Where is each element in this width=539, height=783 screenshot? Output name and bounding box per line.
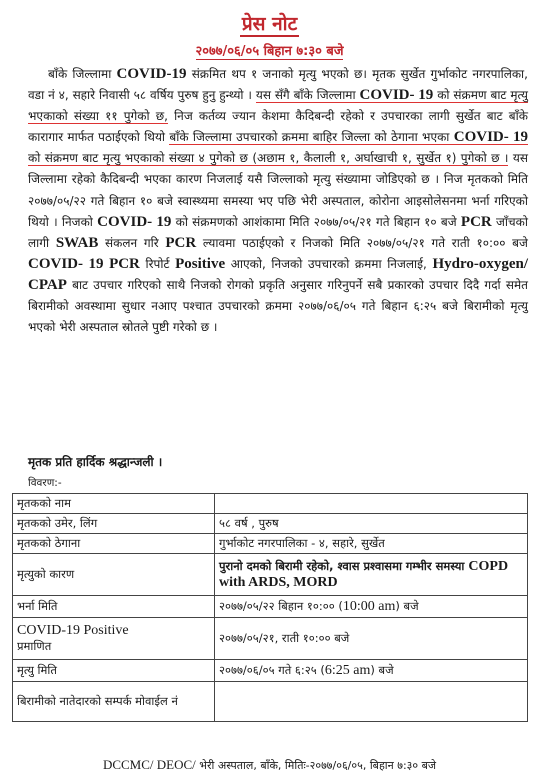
death-tail: ) बजे [370, 662, 394, 677]
body-text-1: बाँके जिल्लामा [48, 67, 112, 81]
body-text-6: को संक्रमण बाट मृत्यु भएकाको संख्या ११ पुगेको छ, [28, 88, 528, 124]
covid-pcr-term: COVID- 19 PCR [28, 255, 140, 272]
table-row [13, 618, 528, 660]
positive-key: COVID-19 Positive [17, 623, 129, 638]
pcr-term-2: PCR [165, 234, 197, 251]
body-text-4: यस सँगै बाँके जिल्लामा [255, 88, 356, 103]
death-time-en: 6:25 am [324, 662, 371, 678]
table-row [13, 554, 528, 596]
body-text-10: को संक्रमण बाट मृत्यु भएकाको संख्या ४ पुगेको छ (अछाम १, कैलाली १, अर्घाखाची १, सुर्खेत १) पुगेको छ । [28, 151, 509, 166]
details-table [12, 493, 528, 722]
body-text-24: आएको, निजको उपचारको क्रममा निजलाई, [230, 256, 427, 271]
cause-text: पुरानो दमको बिरामी रहेको, श्वास प्रश्वासमा गम्भीर समस्या [219, 558, 465, 573]
row-key: बिरामीको नातेदारको सम्पर्क मोवाईल नं [13, 682, 215, 722]
row-value: २०७७/०५/२१, राती १०:०० बजे [215, 618, 528, 660]
covid-term-2: COVID- 19 [359, 87, 434, 104]
row-key: मृतकको ठेगाना [13, 534, 215, 554]
body-text-11: यस जिल्लामा रहेको कैदिबन्दी भएका कारण निजलाई यसै जिल्लाको मृत्यु संख्यामा जोडिएको छ । [28, 151, 528, 187]
table-row [13, 494, 528, 514]
press-note-datetime [0, 41, 539, 59]
covid-term-4: COVID- 19 [97, 213, 172, 230]
body-text-8: बाँके जिल्लामा उपचारको क्रममा बाहिर जिल्ला को ठेगाना भएका [169, 130, 450, 145]
body-text-26: बाट उपचार गरिएको साथै निजको रोगको प्रकृति अनुसार गरिनुपर्ने सबै प्रकारको उपचार दिदै गर्दा समेत बिरामीको अवस्थामा सुधार नआए पश्चात उपचारको क्रममा २०७७/०६/०५ गते बिहान ६:२५ बजे बिरामीको मृत्यु भएको भेरी अस्पताल स्रोतले पुष्टी गरेको छ । [28, 277, 528, 335]
press-note-title [0, 10, 539, 36]
body-text-18: संकलन गरि [105, 235, 159, 250]
body-text-22: रिपोर्ट [145, 256, 170, 271]
table-row [13, 596, 528, 618]
details-label: विवरण:- [28, 477, 62, 489]
press-note-body [28, 64, 528, 338]
row-value: ५८ वर्ष , पुरुष [215, 514, 528, 534]
admission-time-en: 10:00 am [342, 598, 396, 614]
body-text-20: ल्यावमा पठाईएको र निजको मिति २०७७/०५/२१ गते राती १०:०० बजे [202, 235, 528, 250]
row-key: मृतकको नाम [13, 494, 215, 514]
body-text-16: जाँचको लागी [28, 214, 528, 250]
body-text-14: को संक्रमणको आशंकामा मिति २०७७/०५/२१ गते बिहान १० बजे [175, 214, 457, 229]
row-key: मृत्यु मिति [13, 660, 215, 682]
row-value [215, 494, 528, 514]
death-date: २०७७/०६/०५ गते ६:२५ ( [219, 662, 325, 677]
covid-term-1: COVID-19 [116, 66, 187, 82]
body-paragraph [28, 64, 528, 338]
datetime-text: २०७७/०६/०५ बिहान ७:३० बजे [195, 44, 344, 59]
footer-org: DCCMC/ DEOC/ [102, 757, 196, 772]
body-text-12: निज मृतकको मिति २०७७/०५/२२ गते बिहान १० बजे स्वास्थ्यमा समस्या भए पछि भेरी अस्पताल, कोरोना आइसोलेसनमा भर्ना गरिएको थियो । निजको [28, 172, 528, 229]
footer-text: भेरी अस्पताल, बाँके, मितिः-२०७७/०६/०५, बिहान ७:३० बजे [199, 759, 437, 772]
row-value [215, 554, 528, 596]
body-text-3: संक्रमित थप १ जनाको मृत्यु भएको छ। मृतक सुर्खेत गुर्भाकोट नगरपालिका, वडा नं ४, सहारे निवासी ५८ वर्षिय पुरुष हुनु हुन्थ्यो । [28, 67, 528, 103]
table-row [13, 514, 528, 534]
positive-key-2: प्रमाणित [17, 639, 52, 653]
row-value: गुर्भाकोट नगरपालिका - ४, सहारे, सुर्खेत [215, 534, 528, 554]
cause-text-en: COPD with ARDS, MORD [219, 558, 509, 590]
body-text-7: निज कर्तव्य ज्यान केशमा कैदिबन्दी रहेको र उपचारका लागी सुर्खेत बाट बाँके कारागार मार्फत पठाईएको थियो [28, 109, 528, 145]
condolence-line: मृतक प्रति हार्दिक श्रद्धान्जली । [28, 455, 163, 469]
table-row [13, 682, 528, 722]
row-key: भर्ना मिति [13, 596, 215, 618]
admission-date: २०७७/०५/२२ बिहान १०:०० ( [219, 598, 343, 613]
title-text: प्रेस नोट [241, 13, 298, 35]
covid-term-3: COVID- 19 [453, 129, 529, 146]
pcr-term-1: PCR [460, 213, 492, 230]
row-value [215, 682, 528, 722]
admission-tail: ) बजे [395, 598, 419, 613]
table-row [13, 660, 528, 682]
row-value [215, 660, 528, 682]
footer-line [0, 757, 539, 773]
row-key: मृतकको उमेर, लिंग [13, 514, 215, 534]
positive-term: Positive [175, 255, 226, 272]
swab-term: SWAB [55, 234, 99, 251]
hydro-oxygen-term: Hydro-oxygen/ CPAP [28, 255, 528, 293]
table-row [13, 534, 528, 554]
row-value [215, 596, 528, 618]
row-key [13, 618, 215, 660]
row-key: मृत्युको कारण [13, 554, 215, 596]
